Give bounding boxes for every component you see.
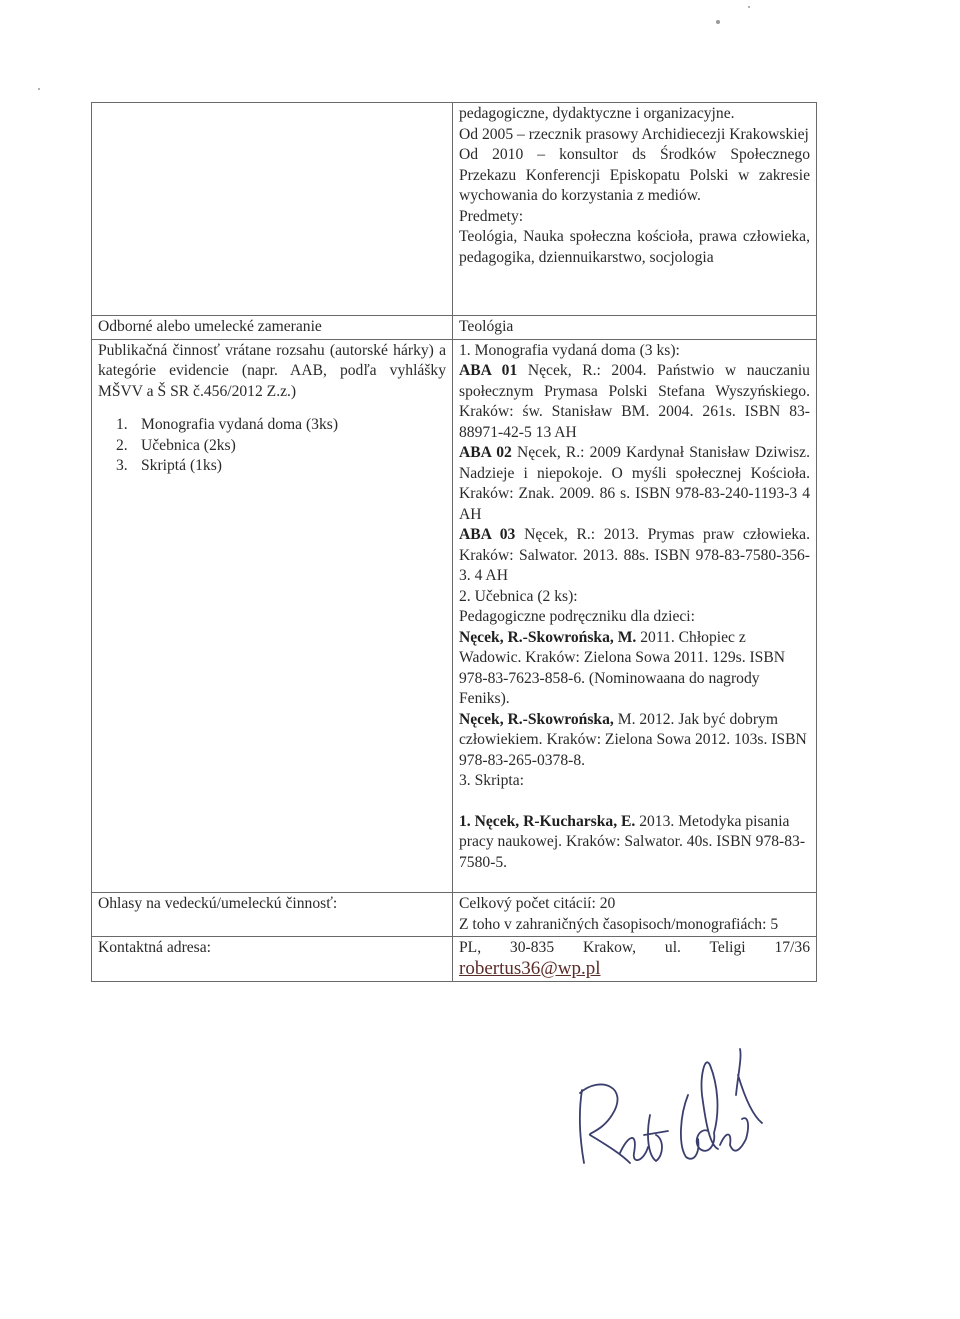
activities-consultant: Od 2010 – konsultor ds Środków Społecznego Przekazu Konferencji Episkopatu Polski w zakresie wychowania do korzystania z mediów. [459, 146, 810, 204]
citations-total: Celkový počet citácií: 20 [459, 895, 616, 912]
scan-speck [38, 88, 40, 90]
citations-foreign: Z toho v zahraničných časopisoch/monografiách: 5 [459, 915, 779, 933]
row-field [92, 316, 817, 340]
publication-aba02: ABA 02 Nęcek, R.: 2009 Kardynał Stanisław Dziwisz. Nadzieje i niepokoje. O myśli społecznej Kościoła. Kraków: Znak. 2009. 86 s. ISBN 978-83-240-1193-3 4 AH [459, 444, 811, 523]
citations-value [453, 893, 817, 937]
row-contact [92, 937, 817, 982]
spacer [459, 792, 810, 812]
list-item: 1. Monografia vydaná doma (3ks) [116, 416, 339, 433]
activities-line: pedagogiczne, dydaktyczne i organizacyjne. [459, 105, 735, 122]
list-item: 2. Učebnica (2ks) [116, 436, 236, 454]
citations-label: Ohlasy na vedeckú/umeleckú činnosť: [92, 893, 453, 937]
publications-intro: Publikačná činnosť vrátane rozsahu (autorské hárky) a kategórie evidencie (napr. AAB, podľa vyhlášky MŠVV a Š SR č.456/2012 Z.z.) [98, 341, 446, 400]
contact-label: Kontaktná adresa: [92, 937, 453, 982]
publications-label-cell [92, 339, 453, 893]
ucebnica-subheading: Pedagogiczne podręczniku dla dzieci: [459, 608, 695, 625]
publications-detail-cell [453, 339, 817, 893]
field-value: Teológia [453, 316, 817, 340]
row-citations [92, 893, 817, 937]
textbook-2: Nęcek, R.-Skowrońska, M. 2012. Jak być dobrym człowiekiem. Kraków: Zielona Sowa 2012. 103s. ISBN 978-83-265-0378-8. [459, 710, 807, 769]
subjects-label: Predmety: [459, 207, 524, 225]
publication-aba01: ABA 01 Nęcek, R.: 2004. Państwio w nauczaniu społecznym Prymasa Polski Stefana Wyszyńskiego. Kraków: św. Stanisław BM. 2004. 261s. ISBN 83-88971-42-5 13 AH [459, 362, 810, 441]
list-item: 3. Skriptá (1ks) [116, 457, 222, 474]
cell-activities [453, 103, 817, 316]
contact-value [453, 937, 817, 982]
field-label: Odborné alebo umelecké zameranie [92, 316, 453, 340]
scan-speck [716, 20, 720, 24]
contact-address: PL, 30-835 Krakow, ul. Teligi 17/36 [459, 939, 810, 956]
skripta-1: 1. Nęcek, R-Kucharska, E. 2013. Metodyka pisania pracy naukowej. Kraków: Salwator. 40s. ISBN 978-83-7580-5. [459, 812, 806, 871]
skripta-heading: 3. Skripta: [459, 772, 524, 789]
publications-category-list [98, 415, 446, 477]
row-activities [92, 103, 817, 316]
monografia-heading: 1. Monografia vydaná doma (3 ks): [459, 341, 680, 359]
scan-speck [748, 6, 750, 8]
cell-empty [92, 103, 453, 316]
subjects-list: Teológia, Nauka społeczna kościoła, prawa człowieka, pedagogika, dziennuikarstwo, socjologia [459, 228, 810, 266]
textbook-1: Nęcek, R.-Skowrońska, M. 2011. Chłopiec z Wadowic. Kraków: Zielona Sowa 2011. 129s. ISBN 978-83-7623-858-6. (Nominowaana do nagrody Feniks). [459, 628, 786, 707]
publication-aba03: ABA 03 Nęcek, R.: 2013. Prymas praw człowieka. Kraków: Salwator. 2013. 88s. ISBN 978-83-7580-356-3. 4 AH [459, 526, 811, 584]
cv-table [91, 102, 817, 982]
handwritten-signature [560, 1035, 780, 1185]
contact-email-link[interactable]: robertus36@wp.pl [459, 957, 601, 979]
activities-spokesman: Od 2005 – rzecznik prasowy Archidiecezji Krakowskiej [459, 125, 809, 143]
row-publications [92, 339, 817, 893]
ucebnica-heading: 2. Učebnica (2 ks): [459, 587, 578, 605]
